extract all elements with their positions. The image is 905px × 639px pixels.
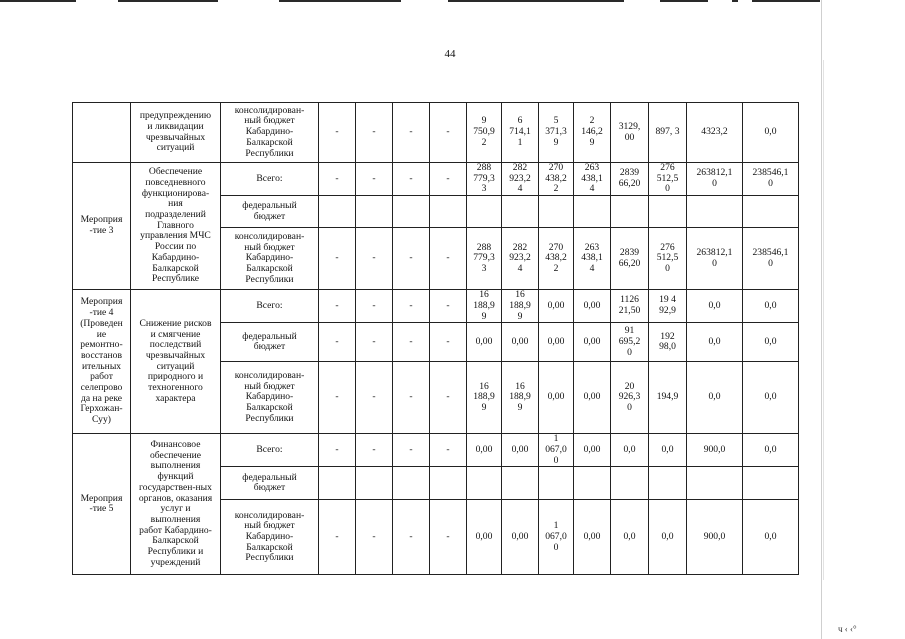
value-cell: 0,0 [687,362,743,434]
value-cell: 0,00 [502,323,539,362]
value-cell [319,467,356,500]
value-cell [687,196,743,228]
value-cell: 0,0 [743,500,799,575]
value-cell: 263 438,1 4 [574,163,611,196]
value-cell [393,467,430,500]
program-name-cell: Финансовое обеспечение выполнения функций государствен-ных органов, оказания услуг и выполнения работ Кабардино- Балкарской Республики и учреждений [131,434,221,575]
event-cell [73,103,131,163]
value-cell: - [430,228,467,290]
value-cell: 238546,1 0 [743,163,799,196]
page-edge [821,0,822,639]
event-cell: Мероприя -тие 3 [73,163,131,290]
value-cell: 4323,2 [687,103,743,163]
value-cell: 0,0 [687,323,743,362]
value-cell [687,467,743,500]
value-cell: - [393,362,430,434]
value-cell: - [393,228,430,290]
value-cell: - [393,434,430,467]
value-cell: - [356,500,393,575]
value-cell: 263 438,1 4 [574,228,611,290]
value-cell: 0,0 [649,500,687,575]
value-cell: 0,00 [574,290,611,323]
value-cell [319,196,356,228]
value-cell: 0,00 [467,434,502,467]
program-name-cell: Снижение рисков и смягчение последствий чрезвычайных ситуаций природного и техногенного характера [131,290,221,434]
value-cell: 5 371,3 9 [539,103,574,163]
funding-source-cell: консолидирован- ный бюджет Кабардино- Балкарской Республики [221,103,319,163]
value-cell [430,196,467,228]
value-cell: 263812,1 0 [687,228,743,290]
value-cell: 0,00 [502,500,539,575]
value-cell: - [356,228,393,290]
value-cell: 16 188,9 9 [502,362,539,434]
value-cell: 288 779,3 3 [467,228,502,290]
scan-artifact-line [752,0,820,2]
value-cell: 0,0 [611,434,649,467]
budget-table [72,102,799,575]
value-cell [356,196,393,228]
value-cell: - [319,362,356,434]
value-cell [539,467,574,500]
value-cell [467,467,502,500]
event-cell: Мероприя -тие 4 (Проведен ие ремонтно- восстанов ительных работ селепрово да на реке Герхожан- Суу) [73,290,131,434]
value-cell [430,467,467,500]
value-cell: - [430,362,467,434]
value-cell: 0,00 [574,500,611,575]
funding-source-cell: Всего: [221,163,319,196]
scan-artifact-line [732,0,738,2]
scan-artifact-line [279,0,401,2]
value-cell: - [319,228,356,290]
value-cell: - [430,434,467,467]
value-cell: 16 188,9 9 [467,290,502,323]
value-cell: 192 98,0 [649,323,687,362]
program-name-cell: Обеспечение повседневного функционирова- ния подразделений Главного управления МЧС России по Кабардино- Балкарской Республике [131,163,221,290]
value-cell: - [319,290,356,323]
value-cell: 0,00 [467,500,502,575]
value-cell: 0,0 [743,323,799,362]
value-cell: 276 512,5 0 [649,163,687,196]
value-cell: 270 438,2 2 [539,228,574,290]
value-cell [393,196,430,228]
value-cell [743,467,799,500]
program-name-cell: предупреждению и ликвидации чрезвычайных ситуаций [131,103,221,163]
funding-source-cell: федеральный бюджет [221,196,319,228]
value-cell: 1126 21,50 [611,290,649,323]
value-cell: - [393,290,430,323]
value-cell: 2839 66,20 [611,228,649,290]
value-cell: 0,0 [611,500,649,575]
value-cell: - [430,103,467,163]
funding-source-cell: федеральный бюджет [221,467,319,500]
value-cell: 0,00 [539,323,574,362]
value-cell: - [319,163,356,196]
scan-artifact-line [660,0,708,2]
value-cell: 0,00 [574,362,611,434]
page-edge [823,60,824,580]
scan-artifact-line [0,0,76,2]
value-cell: - [356,434,393,467]
value-cell: 0,00 [539,290,574,323]
value-cell: - [356,362,393,434]
value-cell: 0,0 [649,434,687,467]
value-cell: 194,9 [649,362,687,434]
value-cell: 0,00 [502,434,539,467]
funding-source-cell: консолидирован- ный бюджет Кабардино- Балкарской Республики [221,500,319,575]
value-cell: - [356,323,393,362]
value-cell: 0,00 [539,362,574,434]
value-cell: 91 695,2 0 [611,323,649,362]
value-cell [574,467,611,500]
value-cell [467,196,502,228]
table-row [73,290,799,323]
table-row [73,434,799,467]
value-cell: 20 926,3 0 [611,362,649,434]
stray-mark: ч ‹ ‹° [838,624,857,634]
value-cell: - [356,103,393,163]
value-cell: 276 512,5 0 [649,228,687,290]
value-cell: 6 714,1 1 [502,103,539,163]
value-cell [574,196,611,228]
scan-artifact-line [118,0,218,2]
value-cell [611,467,649,500]
value-cell: 3129, 00 [611,103,649,163]
funding-source-cell: Всего: [221,434,319,467]
page-number: 44 [444,48,456,60]
scan-artifact-line [448,0,624,2]
value-cell: 263812,1 0 [687,163,743,196]
value-cell: 0,0 [743,290,799,323]
value-cell: 19 4 92,9 [649,290,687,323]
value-cell: 9 750,9 2 [467,103,502,163]
value-cell: 1 067,0 0 [539,500,574,575]
value-cell: 282 923,2 4 [502,163,539,196]
value-cell: 897, 3 [649,103,687,163]
value-cell [502,467,539,500]
value-cell [502,196,539,228]
value-cell [539,196,574,228]
funding-source-cell: Всего: [221,290,319,323]
value-cell: 16 188,9 9 [502,290,539,323]
value-cell: - [430,163,467,196]
value-cell: - [430,290,467,323]
funding-source-cell: консолидирован- ный бюджет Кабардино- Балкарской Республики [221,362,319,434]
value-cell: - [319,500,356,575]
funding-source-cell: федеральный бюджет [221,323,319,362]
value-cell: - [430,500,467,575]
table-row [73,163,799,196]
value-cell [649,196,687,228]
value-cell: 270 438,2 2 [539,163,574,196]
value-cell: 2 146,2 9 [574,103,611,163]
value-cell [611,196,649,228]
event-cell: Мероприя -тие 5 [73,434,131,575]
value-cell: 0,00 [467,323,502,362]
value-cell: 0,00 [574,434,611,467]
value-cell [356,467,393,500]
value-cell: - [356,290,393,323]
value-cell: 0,0 [743,362,799,434]
value-cell: 282 923,2 4 [502,228,539,290]
value-cell: - [393,103,430,163]
value-cell: 2839 66,20 [611,163,649,196]
value-cell: - [319,434,356,467]
value-cell: - [319,103,356,163]
value-cell: 0,0 [743,434,799,467]
value-cell: 288 779,3 3 [467,163,502,196]
value-cell: 0,0 [687,290,743,323]
value-cell: - [430,323,467,362]
value-cell: - [393,323,430,362]
value-cell [649,467,687,500]
value-cell: 238546,1 0 [743,228,799,290]
value-cell: 16 188,9 9 [467,362,502,434]
value-cell: - [393,163,430,196]
value-cell: 900,0 [687,500,743,575]
value-cell: 900,0 [687,434,743,467]
value-cell: 0,0 [743,103,799,163]
value-cell: 0,00 [574,323,611,362]
value-cell: - [356,163,393,196]
value-cell: 1 067,0 0 [539,434,574,467]
funding-source-cell: консолидирован- ный бюджет Кабардино- Балкарской Республики [221,228,319,290]
value-cell [743,196,799,228]
value-cell: - [319,323,356,362]
table-row [73,103,799,163]
value-cell: - [393,500,430,575]
